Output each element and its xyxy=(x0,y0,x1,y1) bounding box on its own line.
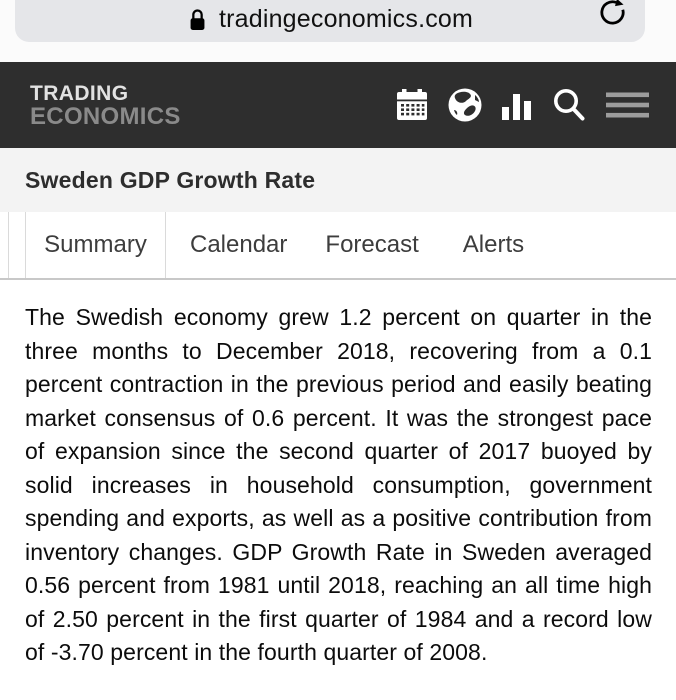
tab-alerts[interactable]: Alerts xyxy=(462,231,525,258)
logo-line-trading: TRADING xyxy=(30,82,129,105)
article-body xyxy=(0,280,676,670)
trading-economics-logo[interactable] xyxy=(30,83,181,128)
address-pill[interactable] xyxy=(15,0,645,42)
lock-icon xyxy=(187,7,208,33)
page-title: Sweden GDP Growth Rate xyxy=(25,166,316,193)
refresh-icon[interactable] xyxy=(597,0,628,27)
tab-bar-left-stub xyxy=(8,212,25,278)
page-title-band xyxy=(0,148,676,212)
globe-icon[interactable] xyxy=(446,86,484,124)
header-icon-group xyxy=(394,86,651,124)
browser-address-bar xyxy=(0,0,676,62)
tab-summary[interactable]: Summary xyxy=(25,212,166,278)
url-text[interactable]: tradingeconomics.com xyxy=(218,5,474,33)
article-paragraph: The Swedish economy grew 1.2 percent on quarter in the three months to December 2018, recovering from a 0.1 percent contraction in the previous period and easily beating market consensus of 0.6 percent. It was the strongest pace of expansion since the second quarter of 2017 buoyed by solid increases in household consumption, government spending and exports, as well as a positive contribution from inventory changes. GDP Growth Rate in Sweden averaged 0.56 percent from 1981 until 2018, reaching an all time high of 2.50 percent in the first quarter of 1984 and a record low of -3.70 percent in the fourth quarter of 2008. xyxy=(25,304,652,665)
logo-line-economics: ECONOMICS xyxy=(30,103,181,130)
search-icon[interactable] xyxy=(550,86,588,124)
menu-icon[interactable] xyxy=(604,88,651,122)
tab-bar xyxy=(0,212,676,280)
tab-calendar[interactable]: Calendar xyxy=(190,231,288,258)
site-header xyxy=(0,62,676,148)
tab-forecast[interactable]: Forecast xyxy=(325,231,419,258)
calendar-icon[interactable] xyxy=(394,87,430,123)
bar-chart-icon[interactable] xyxy=(500,88,534,122)
